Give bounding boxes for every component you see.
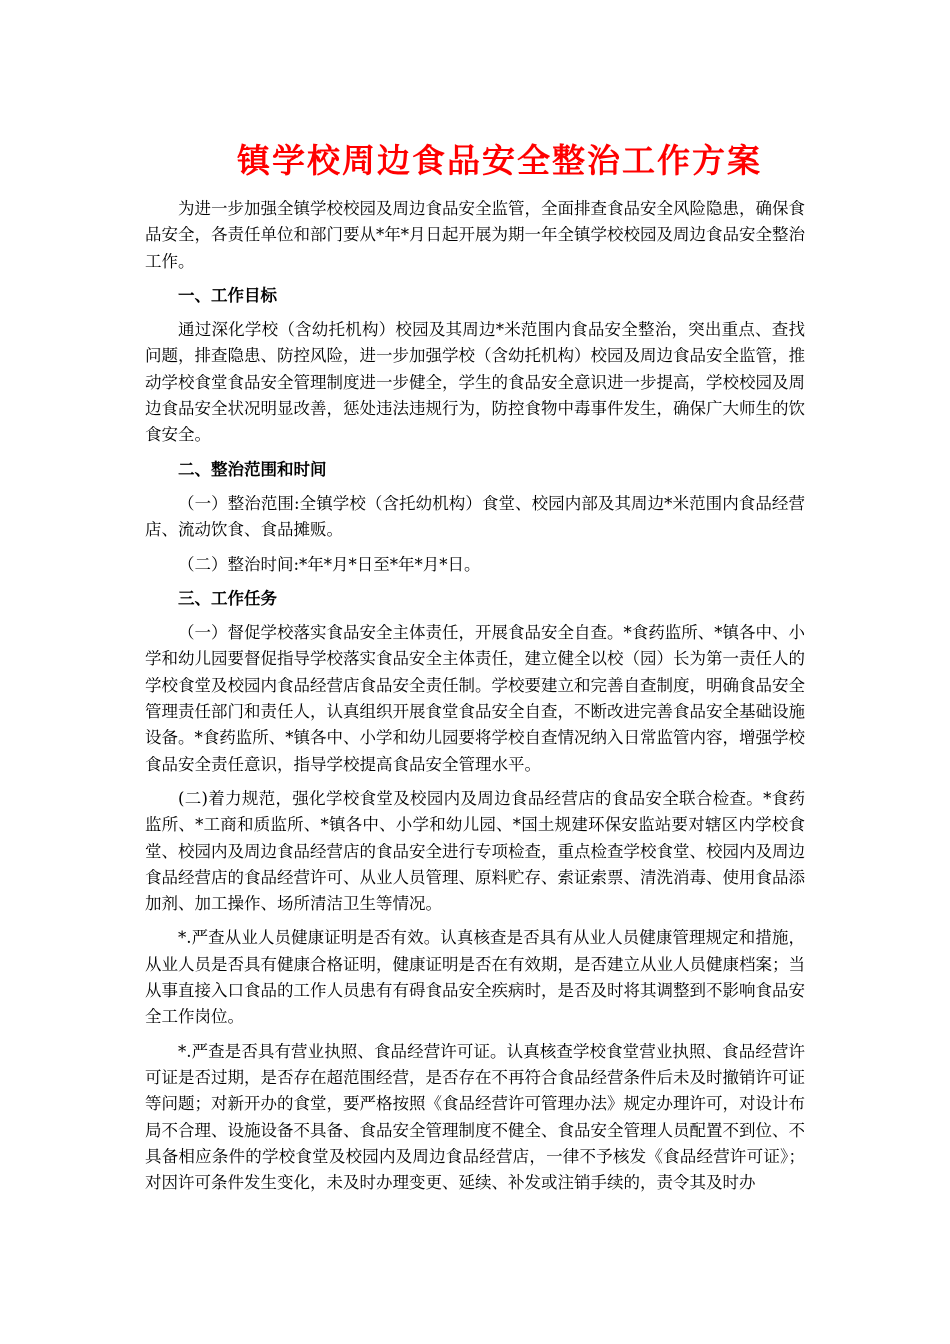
section-heading-goals: 一、工作目标 bbox=[178, 285, 277, 305]
task-one-paragraph: （一）督促学校落实食品安全主体责任，开展食品安全自查。*食药监所、*镇各中、小学和幼儿园要督促指导学校落实食品安全主体责任，建立健全以校（园）长为第一责任人的学校食堂及校园内食品经营店食品安全责任制。学校要建立和完善自查制度，明确食品安全管理责任部门和责任人，认真组织开展食堂食品安全自查，不断改进完善食品安全基础设施设备。*食药监所、*镇各中、小学和幼儿园要将学校自查情况纳入日常监管内容，增强学校食品安全责任意识，指导学校提高食品安全管理水平。 bbox=[145, 623, 805, 774]
goals-paragraph: 通过深化学校（含幼托机构）校园及其周边*米范围内食品安全整治，突出重点、查找问题，排查隐患、防控风险，进一步加强学校（含幼托机构）校园及周边食品安全监管，推动学校食堂食品安全管理制度进一步健全，学生的食品安全意识进一步提高，学校校园及周边食品安全状况明显改善，惩处违法违规行为，防控食物中毒事件发生，确保广大师生的饮食安全。 bbox=[145, 320, 805, 445]
time-paragraph: （二）整治时间:*年*月*日至*年*月*日。 bbox=[178, 554, 481, 574]
intro-paragraph: 为进一步加强全镇学校校园及周边食品安全监管，全面排查食品安全风险隐患，确保食品安全，各责任单位和部门要从*年*月日起开展为期一年全镇学校校园及周边食品安全整治工作。 bbox=[145, 199, 805, 271]
license-paragraph: *.严查是否具有营业执照、食品经营许可证。认真核查学校食堂营业执照、食品经营许可证是否过期，是否存在超范围经营，是否存在不再符合食品经营条件后未及时撤销许可证等问题；对新开办的食堂，要严格按照《食品经营许可管理办法》规定办理许可，对设计布局不合理、设施设备不具备、食品安全管理制度不健全、食品安全管理人员配置不到位、不具备相应条件的学校食堂及校园内及周边食品经营店，一律不予核发《食品经营许可证》；对因许可条件发生变化，未及时办理变更、延续、补发或注销手续的，责令其及时办 bbox=[145, 1041, 805, 1193]
document-title: 镇学校周边食品安全整治工作方案 bbox=[237, 141, 762, 180]
document-page bbox=[145, 138, 805, 1204]
section-heading-tasks: 三、工作任务 bbox=[178, 588, 277, 608]
section-heading-scope-time: 二、整治范围和时间 bbox=[178, 459, 327, 479]
scope-paragraph: （一）整治范围:全镇学校（含托幼机构）食堂、校园内部及其周边*米范围内食品经营店、流动饮食、食品摊贩。 bbox=[145, 493, 805, 540]
task-two-paragraph: (二)着力规范，强化学校食堂及校园内及周边食品经营店的食品安全联合检查。*食药监所、*工商和质监所、*镇各中、小学和幼儿园、*国土规建环保安监站要对辖区内学校食堂、校园内及周边食品经营店的食品安全进行专项检查，重点检查学校食堂、校园内及周边食品经营店的食品经营许可、从业人员管理、原料贮存、索证索票、清洗消毒、使用食品添加剂、加工操作、场所清洁卫生等情况。 bbox=[145, 788, 805, 914]
health-certificate-paragraph: *.严查从业人员健康证明是否有效。认真核查是否具有从业人员健康管理规定和措施，从业人员是否具有健康合格证明，健康证明是否在有效期，是否建立从业人员健康档案；当从事直接入口食品的工作人员患有有碍食品安全疾病时，是否及时将其调整到不影响食品安全工作岗位。 bbox=[145, 928, 805, 1027]
